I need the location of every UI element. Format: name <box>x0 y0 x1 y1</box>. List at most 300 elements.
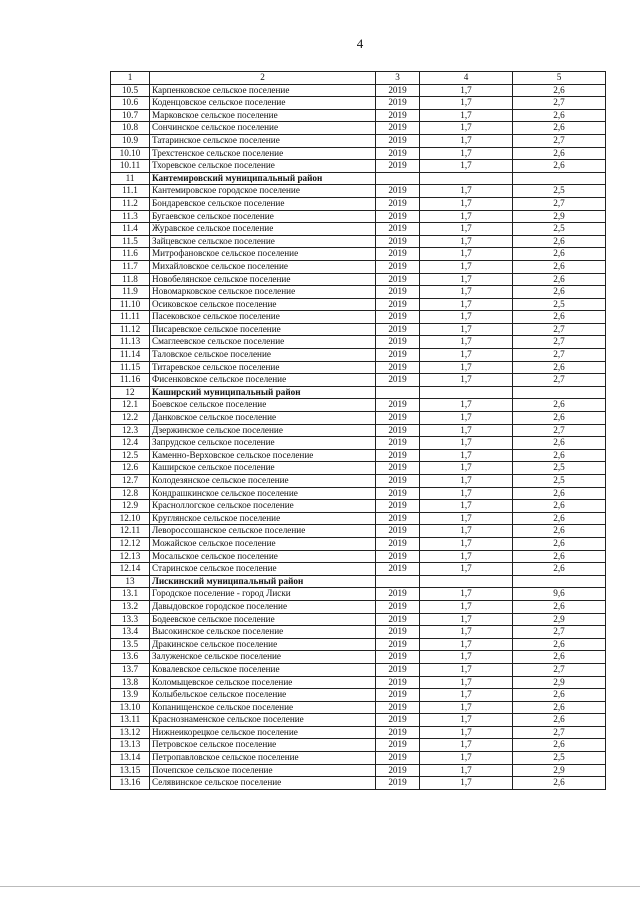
row-number: 11.1 <box>111 185 150 198</box>
row-value-col5: 2,5 <box>513 185 606 198</box>
row-value-col4: 1,7 <box>420 122 513 135</box>
row-value-col5: 2,6 <box>513 777 606 790</box>
row-year: 2019 <box>376 651 420 664</box>
row-year: 2019 <box>376 424 420 437</box>
row-name: Кантемировское городское поселение <box>150 185 376 198</box>
row-value-col5: 2,6 <box>513 500 606 513</box>
row-name: Смаглеевское сельское поселение <box>150 336 376 349</box>
row-value-col5: 2,7 <box>513 726 606 739</box>
row-value-col5: 9,6 <box>513 588 606 601</box>
table-body <box>111 72 606 790</box>
row-number: 11.11 <box>111 311 150 324</box>
row-name: Михайловское сельское поселение <box>150 260 376 273</box>
row-name: Петровское сельское поселение <box>150 739 376 752</box>
row-name: Нижнеикорецкое сельское поселение <box>150 726 376 739</box>
row-name: Сончинское сельское поселение <box>150 122 376 135</box>
table-row <box>111 600 606 613</box>
table-row <box>111 764 606 777</box>
page-number: 4 <box>356 36 364 51</box>
row-number: 11.16 <box>111 374 150 387</box>
row-number: 12 <box>111 386 150 399</box>
row-name: Селявинское сельское поселение <box>150 777 376 790</box>
row-name: Татаринское сельское поселение <box>150 134 376 147</box>
table-row <box>111 676 606 689</box>
row-value-col4: 1,7 <box>420 323 513 336</box>
row-value-col4: 1,7 <box>420 223 513 236</box>
row-value-col5: 2,7 <box>513 197 606 210</box>
row-value-col5: 2,9 <box>513 613 606 626</box>
row-year <box>376 386 420 399</box>
row-year: 2019 <box>376 449 420 462</box>
row-number: 12.8 <box>111 487 150 500</box>
row-number: 11.3 <box>111 210 150 223</box>
row-number: 13.11 <box>111 714 150 727</box>
section-row <box>111 386 606 399</box>
row-number: 13.3 <box>111 613 150 626</box>
table-row <box>111 777 606 790</box>
row-value-col4: 1,7 <box>420 550 513 563</box>
row-value-col4: 1,7 <box>420 349 513 362</box>
row-year: 2019 <box>376 777 420 790</box>
row-value-col4 <box>420 172 513 185</box>
row-value-col5: 2,6 <box>513 689 606 702</box>
row-value-col4: 1,7 <box>420 663 513 676</box>
row-number: 12.13 <box>111 550 150 563</box>
table-row <box>111 424 606 437</box>
row-value-col5: 2,6 <box>513 273 606 286</box>
row-number: 11 <box>111 172 150 185</box>
row-value-col5: 2,6 <box>513 651 606 664</box>
row-name: Дзержинское сельское поселение <box>150 424 376 437</box>
table-row <box>111 689 606 702</box>
row-number: 12.14 <box>111 563 150 576</box>
row-name: Митрофановское сельское поселение <box>150 248 376 261</box>
row-name: Залуженское сельское поселение <box>150 651 376 664</box>
row-value-col5: 2,6 <box>513 361 606 374</box>
row-value-col5: 2,7 <box>513 97 606 110</box>
row-value-col4: 1,7 <box>420 651 513 664</box>
table-row <box>111 537 606 550</box>
row-year: 2019 <box>376 210 420 223</box>
header-cell-1: 1 <box>111 72 150 85</box>
table-row <box>111 248 606 261</box>
row-value-col4: 1,7 <box>420 399 513 412</box>
row-year: 2019 <box>376 714 420 727</box>
table-row <box>111 399 606 412</box>
row-year: 2019 <box>376 663 420 676</box>
row-name: Каширское сельское поселение <box>150 462 376 475</box>
row-value-col4: 1,7 <box>420 361 513 374</box>
table-row <box>111 437 606 450</box>
row-number: 10.9 <box>111 134 150 147</box>
row-year: 2019 <box>376 613 420 626</box>
row-name: Колодезянское сельское поселение <box>150 475 376 488</box>
row-value-col4: 1,7 <box>420 147 513 160</box>
row-value-col5: 2,6 <box>513 487 606 500</box>
row-name: Каширский муниципальный район <box>150 386 376 399</box>
row-year: 2019 <box>376 537 420 550</box>
row-value-col5: 2,5 <box>513 462 606 475</box>
row-value-col5: 2,7 <box>513 134 606 147</box>
row-year: 2019 <box>376 437 420 450</box>
row-value-col4: 1,7 <box>420 689 513 702</box>
table-row <box>111 701 606 714</box>
row-value-col4: 1,7 <box>420 752 513 765</box>
row-value-col4: 1,7 <box>420 286 513 299</box>
row-number: 10.8 <box>111 122 150 135</box>
table-row <box>111 663 606 676</box>
header-cell-2: 2 <box>150 72 376 85</box>
table-row <box>111 273 606 286</box>
row-value-col4: 1,7 <box>420 777 513 790</box>
row-value-col4: 1,7 <box>420 638 513 651</box>
row-value-col5: 2,7 <box>513 424 606 437</box>
row-value-col4: 1,7 <box>420 600 513 613</box>
row-value-col5: 2,6 <box>513 525 606 538</box>
row-name: Лискинский муниципальный район <box>150 575 376 588</box>
table-row <box>111 109 606 122</box>
row-value-col5: 2,5 <box>513 752 606 765</box>
row-year: 2019 <box>376 487 420 500</box>
row-value-col5: 2,6 <box>513 638 606 651</box>
row-value-col5 <box>513 172 606 185</box>
row-name: Тхоревское сельское поселение <box>150 160 376 173</box>
row-year: 2019 <box>376 600 420 613</box>
row-number: 12.4 <box>111 437 150 450</box>
table-row <box>111 235 606 248</box>
row-value-col4 <box>420 386 513 399</box>
table-row <box>111 349 606 362</box>
section-row <box>111 575 606 588</box>
row-value-col4: 1,7 <box>420 273 513 286</box>
row-year: 2019 <box>376 399 420 412</box>
table-row <box>111 97 606 110</box>
table-row <box>111 286 606 299</box>
row-name: Новомарковское сельское поселение <box>150 286 376 299</box>
row-year: 2019 <box>376 235 420 248</box>
table-row <box>111 500 606 513</box>
row-value-col4: 1,7 <box>420 374 513 387</box>
row-number: 13.12 <box>111 726 150 739</box>
row-value-col5: 2,7 <box>513 663 606 676</box>
row-value-col5: 2,6 <box>513 399 606 412</box>
row-value-col5: 2,6 <box>513 512 606 525</box>
row-year: 2019 <box>376 764 420 777</box>
row-name: Новобелянское сельское поселение <box>150 273 376 286</box>
table-row <box>111 336 606 349</box>
table-row <box>111 260 606 273</box>
row-name: Фисенковское сельское поселение <box>150 374 376 387</box>
table-row <box>111 374 606 387</box>
row-number: 13.16 <box>111 777 150 790</box>
row-value-col5: 2,7 <box>513 323 606 336</box>
row-name: Петропавловское сельское поселение <box>150 752 376 765</box>
row-name: Бондаревское сельское поселение <box>150 197 376 210</box>
table-row <box>111 525 606 538</box>
row-value-col4: 1,7 <box>420 500 513 513</box>
table-row <box>111 147 606 160</box>
row-number: 12.9 <box>111 500 150 513</box>
row-value-col4: 1,7 <box>420 563 513 576</box>
row-year: 2019 <box>376 512 420 525</box>
row-number: 13.5 <box>111 638 150 651</box>
row-value-col5: 2,7 <box>513 374 606 387</box>
row-name: Бодеевское сельское поселение <box>150 613 376 626</box>
row-name: Почепское сельское поселение <box>150 764 376 777</box>
table-row <box>111 550 606 563</box>
row-year: 2019 <box>376 701 420 714</box>
row-number: 12.11 <box>111 525 150 538</box>
row-year: 2019 <box>376 550 420 563</box>
row-number: 12.10 <box>111 512 150 525</box>
row-name: Марковское сельское поселение <box>150 109 376 122</box>
row-number: 13.6 <box>111 651 150 664</box>
row-number: 11.2 <box>111 197 150 210</box>
table-header-row <box>111 72 606 85</box>
row-number: 13.14 <box>111 752 150 765</box>
row-value-col4: 1,7 <box>420 424 513 437</box>
row-number: 10.7 <box>111 109 150 122</box>
row-value-col4: 1,7 <box>420 537 513 550</box>
row-number: 11.10 <box>111 298 150 311</box>
row-number: 11.5 <box>111 235 150 248</box>
row-name: Старинское сельское поселение <box>150 563 376 576</box>
row-value-col5: 2,6 <box>513 147 606 160</box>
row-year: 2019 <box>376 739 420 752</box>
row-year: 2019 <box>376 147 420 160</box>
row-name: Карпенковское сельское поселение <box>150 84 376 97</box>
table-row <box>111 588 606 601</box>
row-year: 2019 <box>376 462 420 475</box>
row-value-col5: 2,6 <box>513 449 606 462</box>
row-value-col5: 2,5 <box>513 223 606 236</box>
row-name: Каменно-Верховское сельское поселение <box>150 449 376 462</box>
row-value-col4: 1,7 <box>420 487 513 500</box>
table-row <box>111 739 606 752</box>
row-year: 2019 <box>376 726 420 739</box>
row-name: Бугаевское сельское поселение <box>150 210 376 223</box>
row-year: 2019 <box>376 689 420 702</box>
row-value-col4: 1,7 <box>420 726 513 739</box>
row-value-col5: 2,6 <box>513 714 606 727</box>
row-name: Краснознаменское сельское поселение <box>150 714 376 727</box>
row-value-col4: 1,7 <box>420 336 513 349</box>
table-row <box>111 223 606 236</box>
row-year: 2019 <box>376 361 420 374</box>
table-row <box>111 475 606 488</box>
row-value-col5: 2,6 <box>513 160 606 173</box>
row-number: 11.12 <box>111 323 150 336</box>
row-year: 2019 <box>376 273 420 286</box>
row-value-col5: 2,6 <box>513 260 606 273</box>
row-value-col5: 2,7 <box>513 336 606 349</box>
row-value-col5: 2,9 <box>513 764 606 777</box>
row-value-col4: 1,7 <box>420 185 513 198</box>
row-value-col5: 2,6 <box>513 235 606 248</box>
row-value-col5: 2,6 <box>513 437 606 450</box>
row-number: 12.2 <box>111 412 150 425</box>
row-value-col5: 2,6 <box>513 600 606 613</box>
row-name: Высокинское сельское поселение <box>150 626 376 639</box>
row-value-col5: 2,6 <box>513 537 606 550</box>
row-value-col5: 2,5 <box>513 298 606 311</box>
row-number: 11.4 <box>111 223 150 236</box>
row-year: 2019 <box>376 109 420 122</box>
table-row <box>111 512 606 525</box>
row-value-col5 <box>513 575 606 588</box>
row-value-col4: 1,7 <box>420 475 513 488</box>
row-year: 2019 <box>376 223 420 236</box>
row-value-col4: 1,7 <box>420 449 513 462</box>
row-name: Журавское сельское поселение <box>150 223 376 236</box>
row-name: Ковалевское сельское поселение <box>150 663 376 676</box>
row-value-col5: 2,6 <box>513 84 606 97</box>
row-value-col4: 1,7 <box>420 613 513 626</box>
row-value-col4: 1,7 <box>420 311 513 324</box>
row-number: 12.12 <box>111 537 150 550</box>
row-name: Дракинское сельское поселение <box>150 638 376 651</box>
row-value-col5: 2,6 <box>513 311 606 324</box>
row-number: 11.8 <box>111 273 150 286</box>
row-value-col5: 2,9 <box>513 676 606 689</box>
row-value-col4: 1,7 <box>420 160 513 173</box>
row-value-col4: 1,7 <box>420 260 513 273</box>
table-row <box>111 185 606 198</box>
row-value-col5: 2,6 <box>513 248 606 261</box>
row-number: 10.10 <box>111 147 150 160</box>
table-row <box>111 752 606 765</box>
row-number: 13.4 <box>111 626 150 639</box>
row-year: 2019 <box>376 84 420 97</box>
row-number: 11.9 <box>111 286 150 299</box>
data-table <box>110 71 606 790</box>
row-value-col4 <box>420 575 513 588</box>
row-name: Копанищенское сельское поселение <box>150 701 376 714</box>
row-name: Можайское сельское поселение <box>150 537 376 550</box>
row-value-col4: 1,7 <box>420 462 513 475</box>
row-year: 2019 <box>376 374 420 387</box>
row-value-col4: 1,7 <box>420 739 513 752</box>
row-name: Зайцевское сельское поселение <box>150 235 376 248</box>
row-year: 2019 <box>376 626 420 639</box>
table-row <box>111 563 606 576</box>
table-row <box>111 626 606 639</box>
row-number: 13.13 <box>111 739 150 752</box>
row-year: 2019 <box>376 563 420 576</box>
table-row <box>111 311 606 324</box>
row-number: 13.1 <box>111 588 150 601</box>
row-year: 2019 <box>376 260 420 273</box>
row-year: 2019 <box>376 185 420 198</box>
row-number: 13.7 <box>111 663 150 676</box>
row-year: 2019 <box>376 248 420 261</box>
row-value-col4: 1,7 <box>420 701 513 714</box>
row-value-col5: 2,5 <box>513 475 606 488</box>
row-number: 10.11 <box>111 160 150 173</box>
row-value-col5: 2,6 <box>513 563 606 576</box>
table-row <box>111 134 606 147</box>
row-name: Кантемировский муниципальный район <box>150 172 376 185</box>
row-name: Боевское сельское поселение <box>150 399 376 412</box>
row-number: 12.1 <box>111 399 150 412</box>
table-row <box>111 160 606 173</box>
row-number: 11.15 <box>111 361 150 374</box>
row-value-col4: 1,7 <box>420 248 513 261</box>
table-row <box>111 651 606 664</box>
row-name: Красноллогское сельское поселение <box>150 500 376 513</box>
row-number: 11.6 <box>111 248 150 261</box>
table-row <box>111 462 606 475</box>
row-value-col5: 2,6 <box>513 109 606 122</box>
row-year <box>376 575 420 588</box>
row-value-col4: 1,7 <box>420 197 513 210</box>
row-year: 2019 <box>376 286 420 299</box>
row-value-col4: 1,7 <box>420 764 513 777</box>
row-number: 12.7 <box>111 475 150 488</box>
row-name: Мосальское сельское поселение <box>150 550 376 563</box>
row-name: Коденцовское сельское поселение <box>150 97 376 110</box>
row-number: 13.10 <box>111 701 150 714</box>
row-value-col4: 1,7 <box>420 84 513 97</box>
table-row <box>111 487 606 500</box>
page-bottom-divider <box>0 886 640 887</box>
row-value-col4: 1,7 <box>420 512 513 525</box>
row-year: 2019 <box>376 525 420 538</box>
row-number: 13.15 <box>111 764 150 777</box>
section-row <box>111 172 606 185</box>
row-value-col4: 1,7 <box>420 588 513 601</box>
row-value-col4: 1,7 <box>420 714 513 727</box>
row-name: Титаревское сельское поселение <box>150 361 376 374</box>
row-name: Таловское сельское поселение <box>150 349 376 362</box>
header-cell-5: 5 <box>513 72 606 85</box>
row-name: Давыдовское городское поселение <box>150 600 376 613</box>
row-name: Коломыцевское сельское поселение <box>150 676 376 689</box>
row-year <box>376 172 420 185</box>
row-year: 2019 <box>376 412 420 425</box>
header-cell-3: 3 <box>376 72 420 85</box>
row-value-col5: 2,7 <box>513 626 606 639</box>
row-number: 12.5 <box>111 449 150 462</box>
row-year: 2019 <box>376 676 420 689</box>
table-row <box>111 210 606 223</box>
table-row <box>111 298 606 311</box>
row-value-col5 <box>513 386 606 399</box>
row-value-col5: 2,6 <box>513 701 606 714</box>
row-name: Левороссошанское сельское поселение <box>150 525 376 538</box>
row-name: Данковское сельское поселение <box>150 412 376 425</box>
row-value-col4: 1,7 <box>420 109 513 122</box>
table-row <box>111 714 606 727</box>
row-year: 2019 <box>376 197 420 210</box>
row-year: 2019 <box>376 97 420 110</box>
row-number: 12.6 <box>111 462 150 475</box>
row-number: 11.13 <box>111 336 150 349</box>
table-row <box>111 84 606 97</box>
row-number: 13.9 <box>111 689 150 702</box>
row-value-col5: 2,6 <box>513 739 606 752</box>
row-name: Круглянское сельское поселение <box>150 512 376 525</box>
row-value-col5: 2,6 <box>513 122 606 135</box>
row-number: 10.5 <box>111 84 150 97</box>
row-year: 2019 <box>376 323 420 336</box>
row-value-col4: 1,7 <box>420 525 513 538</box>
row-name: Пасековское сельское поселение <box>150 311 376 324</box>
row-year: 2019 <box>376 475 420 488</box>
row-number: 10.6 <box>111 97 150 110</box>
table-row <box>111 638 606 651</box>
table-row <box>111 449 606 462</box>
